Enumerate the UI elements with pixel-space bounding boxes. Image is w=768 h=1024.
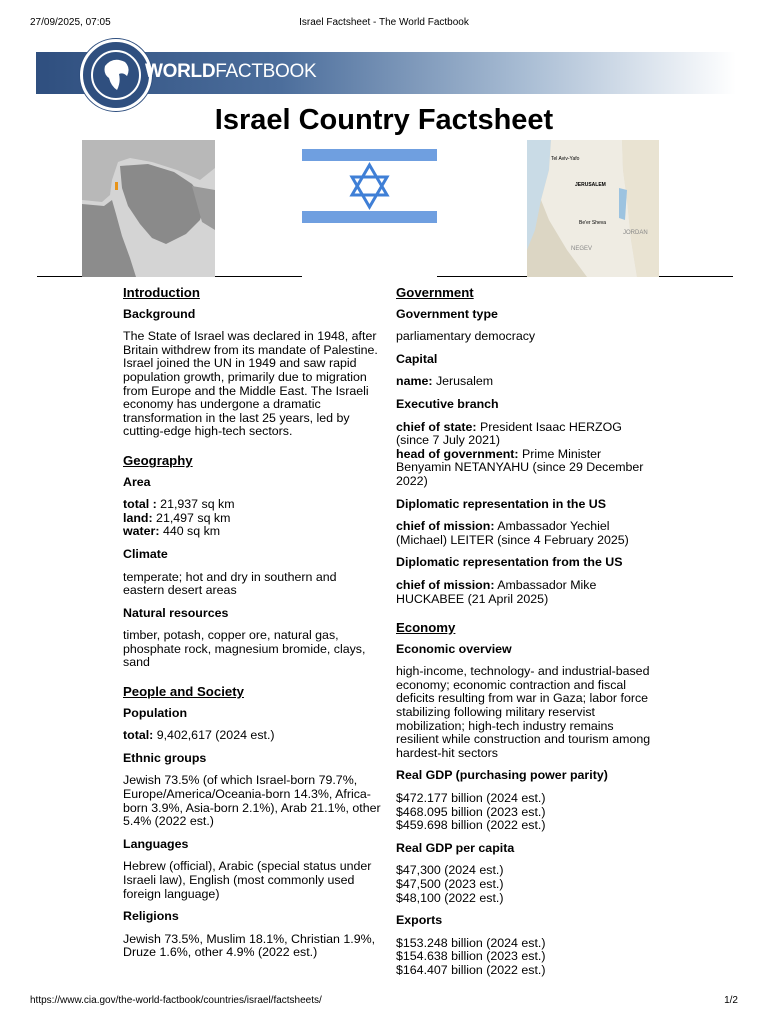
people-heading: People and Society — [123, 684, 244, 700]
gdp-pc-2023: $47,500 (2023 est.) — [396, 877, 504, 891]
religions-label: Religions — [123, 909, 179, 924]
gov-type-label: Government type — [396, 306, 498, 321]
map-label-tel-aviv: Tel Aviv-Yafo — [551, 156, 580, 162]
divider-left — [37, 276, 82, 277]
page-number: 1/2 — [724, 995, 738, 1006]
capital-label: Capital — [396, 351, 438, 366]
chief-of-state: chief of state: President Isaac HERZOG (since 7 July 2021) — [396, 419, 622, 448]
page-title: Israel Country Factsheet — [214, 104, 554, 136]
brand-bold: WORLD — [145, 61, 216, 82]
ethnic-text: Jewish 73.5% (of which Israel-born 79.7%, Europe/America/Oceania-born 14.3%, Africa-born 3.9%, Asia-born 2.1%), Arab 21.1%, other 5.4% (2022 est.) — [123, 773, 381, 829]
capital-text: name: Jerusalem — [396, 374, 494, 389]
brand-rest: FACTBOOK — [215, 61, 317, 82]
print-title: Israel Factsheet - The World Factbook — [299, 17, 469, 28]
gdp-ppp-label: Real GDP (purchasing power parity) — [396, 768, 608, 783]
religions-text: Jewish 73.5%, Muslim 18.1%, Christian 1.9%, Druze 1.6%, other 4.9% (2022 est.) — [123, 931, 376, 960]
divider-mid-left — [215, 276, 302, 277]
climate-label: Climate — [123, 546, 168, 561]
gdp-ppp-2023: $468.095 billion (2023 est.) — [396, 804, 546, 819]
israel-flag — [302, 140, 437, 231]
map-label-jerusalem: JERUSALEM — [575, 182, 606, 188]
region-locator-map — [82, 140, 215, 277]
climate-text: temperate; hot and dry in southern and eastern desert areas — [123, 569, 337, 598]
world-factbook-logo-icon[interactable] — [80, 39, 152, 111]
population-text: total: 9,402,617 (2024 est.) — [123, 728, 275, 743]
print-date: 27/09/2025, 07:05 — [30, 17, 111, 28]
background-label: Background — [123, 306, 196, 321]
area-label: Area — [123, 474, 151, 489]
divider-mid-right — [437, 276, 527, 277]
dip-from-text: chief of mission: Ambassador Mike HUCKABEE (21 April 2025) — [396, 577, 597, 606]
resources-label: Natural resources — [123, 605, 229, 620]
languages-text: Hebrew (official), Arabic (special status under Israeli law), English (most commonly used foreign language) — [123, 859, 372, 901]
introduction-heading: Introduction — [123, 285, 200, 300]
resources-text: timber, potash, copper ore, natural gas, phosphate rock, magnesium bromide, clays, sand — [123, 628, 366, 670]
map-label-beersheba: Be'er Sheva — [579, 220, 607, 226]
dip-from-label: Diplomatic representation from the US — [396, 555, 623, 570]
right-column — [396, 286, 654, 978]
brand-wordmark[interactable] — [145, 61, 316, 83]
head-of-government: head of government: Prime Minister Benyamin NETANYAHU (since 29 December 2022) — [396, 446, 644, 488]
gdp-ppp-2024: $472.177 billion (2024 est.) — [396, 791, 546, 806]
geography-heading: Geography — [123, 452, 193, 468]
area-water: water: 440 sq km — [123, 524, 221, 539]
economy-heading: Economy — [396, 620, 456, 636]
gdp-pc-2022: $48,100 (2022 est.) — [396, 890, 504, 905]
gdp-pc-label: Real GDP per capita — [396, 840, 515, 855]
population-label: Population — [123, 705, 188, 720]
country-map — [527, 140, 659, 277]
exports-2023: $154.638 billion (2023 est.) — [396, 949, 546, 964]
gdp-ppp-2022: $459.698 billion (2022 est.) — [396, 818, 546, 833]
gdp-pc-2024: $47,300 (2024 est.) — [396, 863, 504, 878]
ethnic-label: Ethnic groups — [123, 750, 207, 765]
left-column — [123, 286, 381, 969]
map-label-jordan: JORDAN — [623, 230, 648, 236]
gov-type-text: parliamentary democracy — [396, 329, 536, 344]
overview-label: Economic overview — [396, 641, 512, 656]
divider-right — [659, 276, 733, 277]
dip-in-label: Diplomatic representation in the US — [396, 496, 606, 511]
exports-label: Exports — [396, 913, 443, 928]
dip-in-text: chief of mission: Ambassador Yechiel (Michael) LEITER (since 4 February 2025) — [396, 519, 629, 547]
map-label-negev: NEGEV — [571, 246, 593, 252]
footer-url[interactable]: https://www.cia.gov/the-world-factbook/countries/israel/factsheets/ — [30, 995, 322, 1006]
government-heading: Government — [396, 285, 474, 300]
background-text: The State of Israel was declared in 1948, after Britain withdrew from its mandate of Palestine. Israel joined the UN in 1949 and saw rapid population growth, primarily due to migration from Europe and the Middle East. The Israeli economy has undergone a dramatic transformation in the last 25 years, led by cutting-edge high-tech sectors. — [123, 329, 378, 439]
area-total: total : 21,937 sq km — [123, 497, 235, 512]
area-land: land: 21,497 sq km — [123, 510, 231, 525]
languages-label: Languages — [123, 836, 189, 851]
exports-2022: $164.407 billion (2022 est.) — [396, 962, 546, 977]
exec-label: Executive branch — [396, 396, 499, 411]
overview-text: high-income, technology- and industrial-based economy; economic contraction and fiscal deficits resulting from war in Gaza; labor force stabilizing following military reservist mobilization; high-tech industry remains resilient while construction and tourism among hardest-hit sectors — [396, 664, 651, 760]
exports-2024: $153.248 billion (2024 est.) — [396, 935, 546, 950]
